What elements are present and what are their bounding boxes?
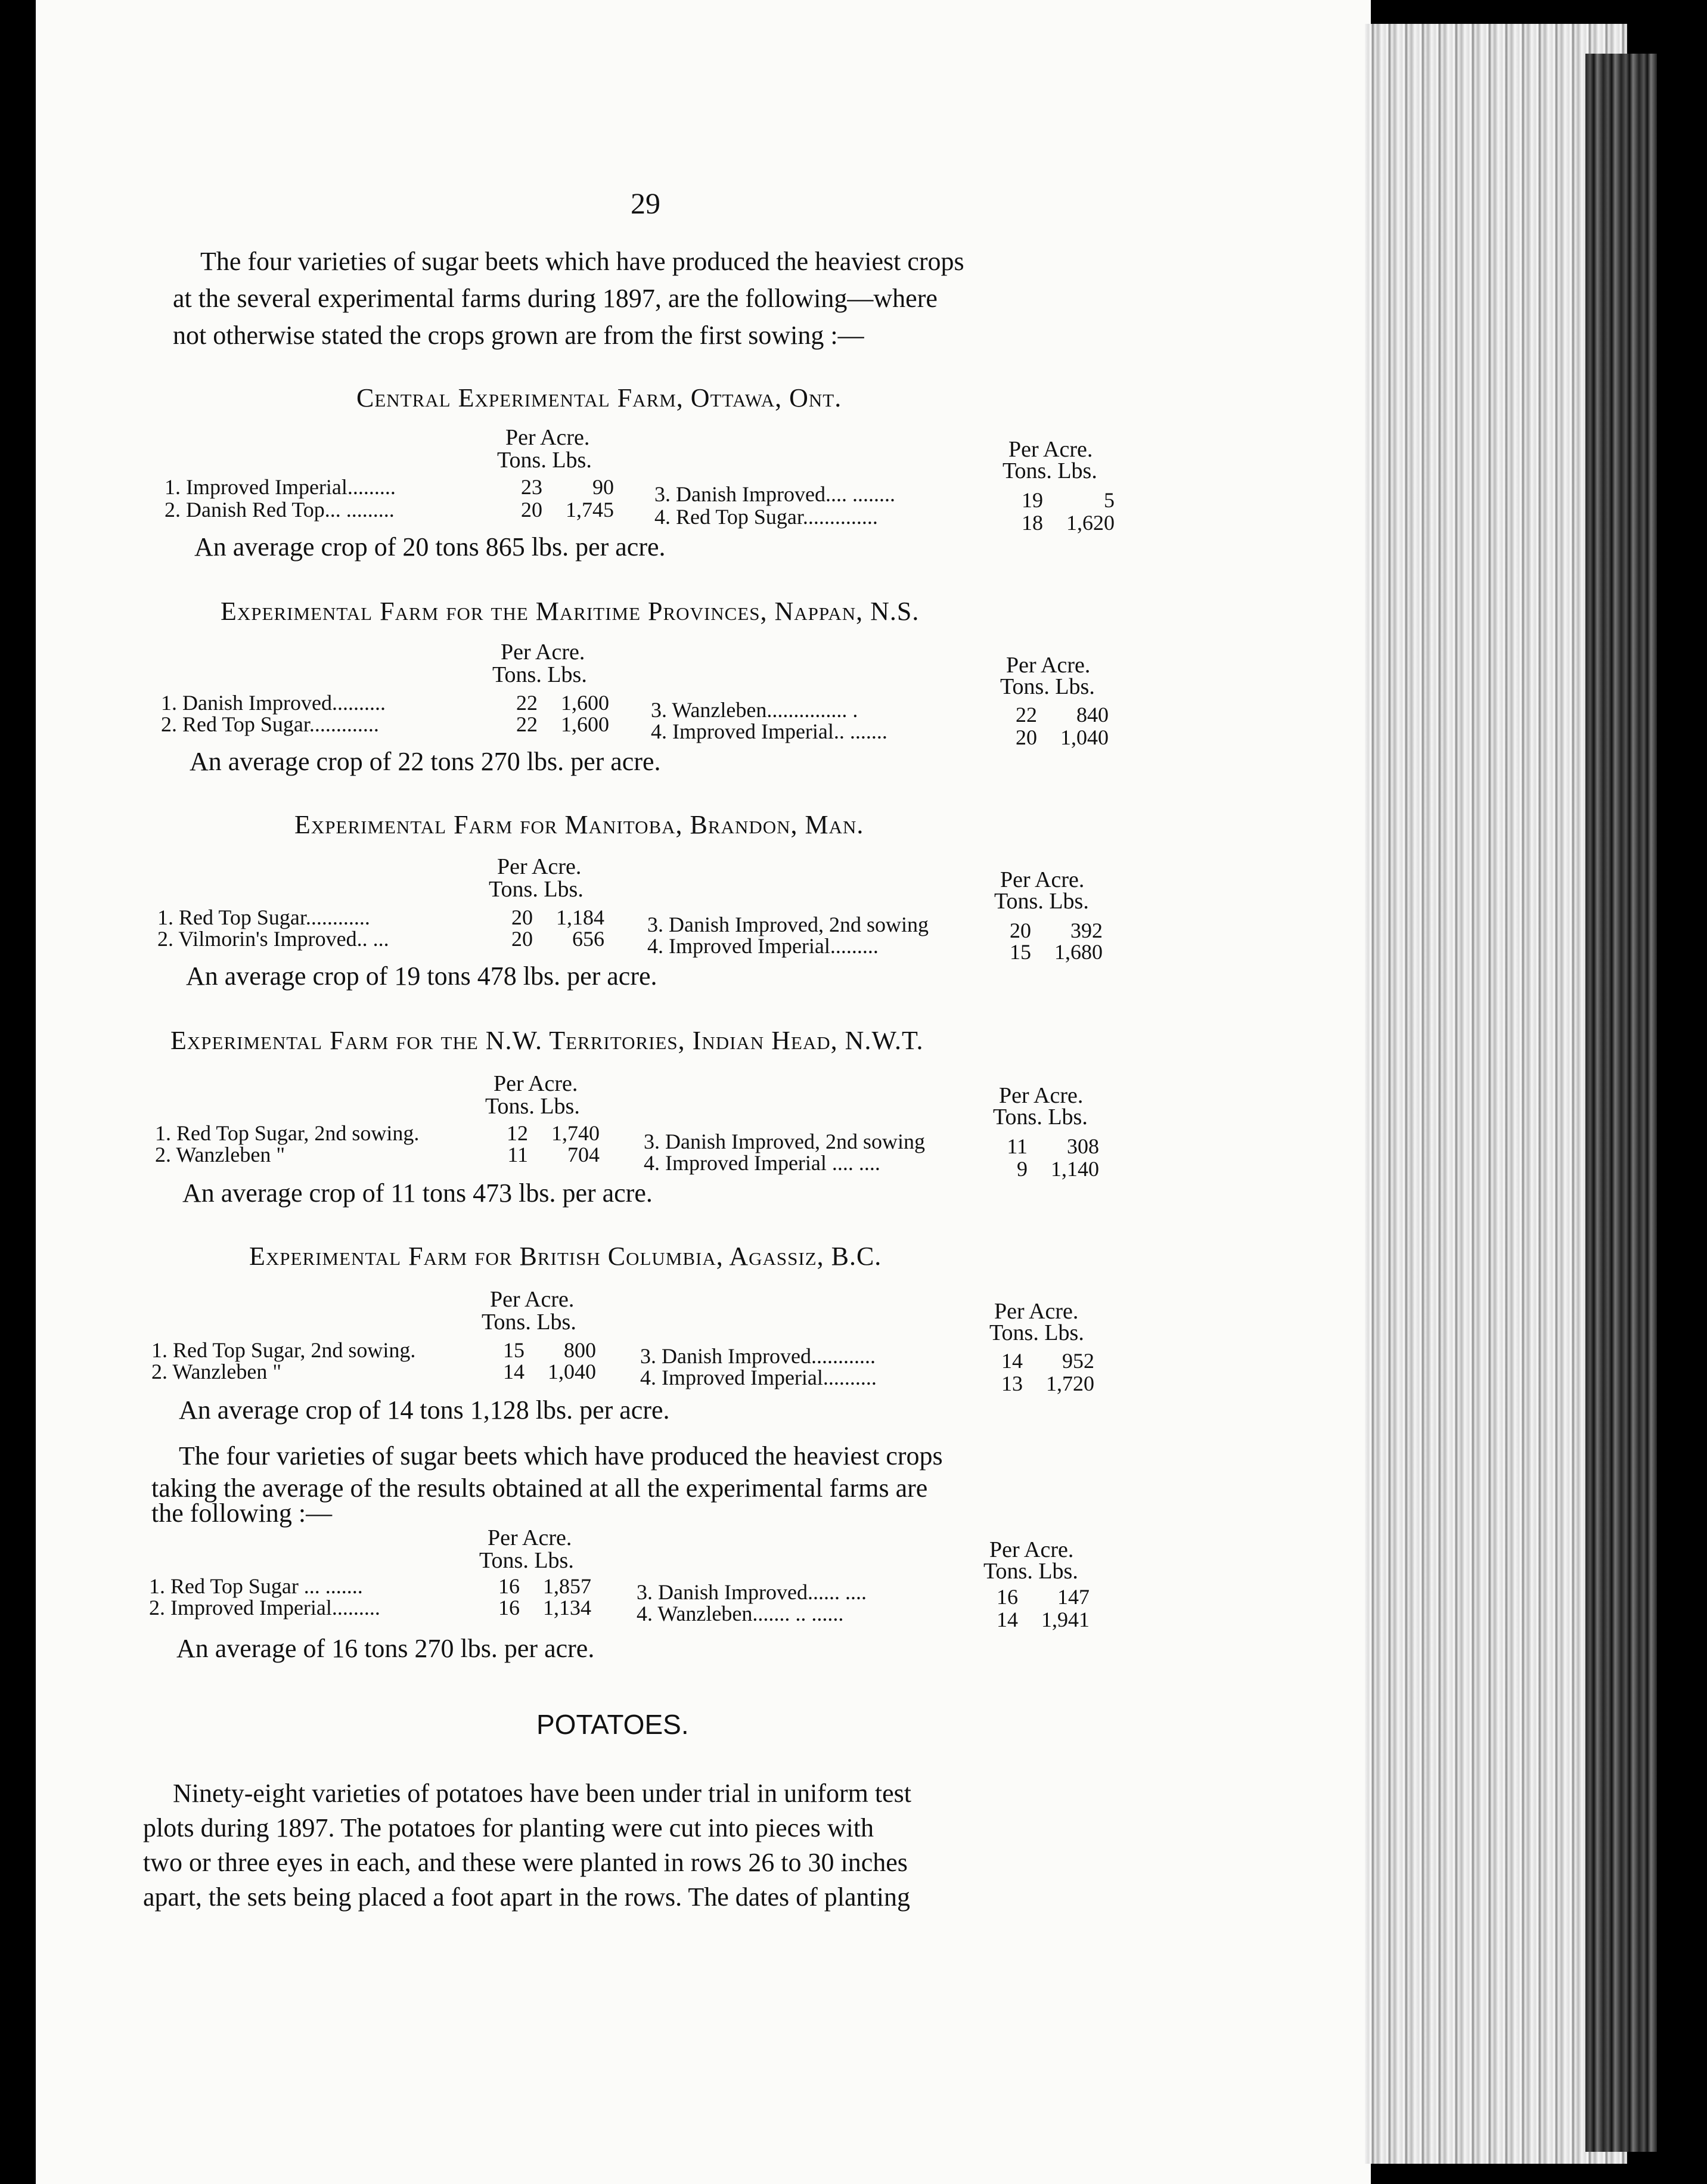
table-row-tons: 22 — [1016, 703, 1037, 727]
table-row-tons: 20 — [511, 927, 533, 951]
table-row-tons: 20 — [1010, 919, 1031, 942]
right-tons-lbs-header: Tons. Lbs. — [989, 1320, 1084, 1345]
potatoes-heading: POTATOES. — [536, 1709, 689, 1740]
table-row-tons: 15 — [1010, 940, 1031, 964]
table-row-tons: 20 — [511, 905, 533, 929]
table-row-label: 1. Red Top Sugar............ — [157, 905, 370, 929]
table-row-lbs: 1,720 — [1046, 1372, 1094, 1395]
table-row-lbs: 1,941 — [1041, 1608, 1090, 1631]
table-row-lbs: 840 — [1076, 703, 1109, 727]
table-row-lbs: 1,134 — [543, 1596, 591, 1620]
section-average: An average crop of 19 tons 478 lbs. per acre. — [186, 961, 657, 991]
table-row-label: 1. Improved Imperial......... — [165, 475, 396, 499]
table-row-label: 3. Danish Improved............ — [640, 1344, 876, 1368]
table-row-lbs: 308 — [1067, 1134, 1099, 1158]
table-row-tons: 20 — [1016, 725, 1037, 749]
table-row-label: 1. Danish Improved.......... — [161, 691, 386, 715]
right-per-acre-header: Per Acre. — [1008, 437, 1093, 462]
table-row-label: 4. Improved Imperial .... .... — [644, 1151, 880, 1175]
table-row-label: 2. Vilmorin's Improved.. ... — [157, 927, 389, 951]
section-average: An average crop of 20 tons 865 lbs. per acre. — [194, 532, 666, 561]
table-row-lbs: 1,857 — [543, 1574, 591, 1598]
left-per-acre-header: Per Acre. — [505, 425, 590, 450]
left-tons-lbs-header: Tons. Lbs. — [492, 662, 587, 687]
table-row-lbs: 1,740 — [551, 1121, 600, 1145]
right-per-acre-header: Per Acre. — [994, 1299, 1079, 1324]
table-row-tons: 16 — [997, 1585, 1018, 1609]
table-row-lbs: 1,600 — [561, 691, 609, 715]
table-row-tons: 13 — [1001, 1372, 1023, 1395]
table-row-lbs: 1,040 — [548, 1360, 596, 1383]
table-row-tons: 15 — [503, 1338, 524, 1362]
table-row-label: 1. Red Top Sugar ... ....... — [149, 1574, 363, 1598]
table-row-tons: 14 — [503, 1360, 524, 1383]
table-row-label: 4. Improved Imperial......... — [647, 934, 879, 958]
summary-intro-line-3: the following :— — [151, 1499, 333, 1528]
right-per-acre-header: Per Acre. — [999, 1083, 1084, 1108]
table-row-label: 2. Red Top Sugar............. — [161, 712, 379, 736]
section-average: An average crop of 11 tons 473 lbs. per acre. — [182, 1178, 653, 1208]
table-row-label: 3. Wanzleben............... . — [651, 698, 858, 722]
left-tons-lbs-header: Tons. Lbs. — [482, 1310, 576, 1335]
table-row-lbs: 5 — [1104, 488, 1115, 512]
table-row-label: 4. Wanzleben....... .. ...... — [637, 1602, 844, 1625]
table-row-tons: 16 — [498, 1596, 520, 1620]
table-row-label: 3. Danish Improved...... .... — [637, 1580, 867, 1604]
table-row-tons: 20 — [521, 498, 542, 522]
table-row-label: 3. Danish Improved, 2nd sowing — [644, 1130, 925, 1153]
intro-line-2: at the several experimental farms during 1897, are the following—where — [173, 284, 938, 313]
table-row-tons: 22 — [516, 691, 538, 715]
potatoes-line-2: plots during 1897. The potatoes for planting were cut into pieces with — [143, 1813, 874, 1842]
table-row-tons: 11 — [507, 1143, 528, 1167]
table-row-lbs: 1,140 — [1051, 1157, 1099, 1181]
table-row-lbs: 1,040 — [1060, 725, 1109, 749]
table-row-tons: 9 — [1017, 1157, 1028, 1181]
table-row-tons: 18 — [1022, 511, 1043, 535]
table-row-tons: 14 — [1001, 1349, 1023, 1373]
right-tons-lbs-header: Tons. Lbs. — [993, 1105, 1088, 1130]
table-row-tons: 22 — [516, 712, 538, 736]
section-average: An average crop of 14 tons 1,128 lbs. per acre. — [179, 1395, 670, 1425]
table-row-label: 3. Danish Improved, 2nd sowing — [647, 913, 929, 936]
table-row-lbs: 656 — [572, 927, 604, 951]
intro-line-3: not otherwise stated the crops grown are from the first sowing :— — [173, 321, 864, 350]
summary-average: An average of 16 tons 270 lbs. per acre. — [176, 1634, 595, 1663]
left-per-acre-header: Per Acre. — [488, 1525, 572, 1550]
table-row-lbs: 800 — [564, 1338, 596, 1362]
table-row-label: 3. Danish Improved.... ........ — [654, 482, 895, 506]
table-row-label: 2. Wanzleben " — [151, 1360, 282, 1383]
table-row-label: 4. Improved Imperial.......... — [640, 1366, 877, 1389]
table-row-lbs: 90 — [592, 475, 614, 499]
table-row-label: 2. Improved Imperial......... — [149, 1596, 380, 1620]
left-per-acre-header: Per Acre. — [497, 854, 582, 879]
table-row-tons: 11 — [1007, 1134, 1028, 1158]
left-per-acre-header: Per Acre. — [494, 1071, 578, 1096]
right-tons-lbs-header: Tons. Lbs. — [1003, 458, 1097, 483]
table-row-label: 4. Red Top Sugar.............. — [654, 505, 878, 529]
left-tons-lbs-header: Tons. Lbs. — [485, 1094, 580, 1119]
table-row-tons: 16 — [498, 1574, 520, 1598]
left-tons-lbs-header: Tons. Lbs. — [479, 1548, 574, 1573]
table-row-lbs: 147 — [1057, 1585, 1090, 1609]
table-row-label: 4. Improved Imperial.. ....... — [651, 719, 887, 743]
left-per-acre-header: Per Acre. — [501, 640, 585, 665]
intro-line-1: The four varieties of sugar beets which have produced the heaviest crops — [200, 247, 964, 276]
table-row-lbs: 392 — [1070, 919, 1103, 942]
right-tons-lbs-header: Tons. Lbs. — [983, 1559, 1078, 1584]
table-row-label: 2. Danish Red Top... ......... — [165, 498, 395, 522]
table-row-label: 1. Red Top Sugar, 2nd sowing. — [151, 1338, 416, 1362]
summary-intro-line-1: The four varieties of sugar beets which have produced the heaviest crops — [179, 1441, 943, 1471]
left-per-acre-header: Per Acre. — [490, 1287, 575, 1312]
right-per-acre-header: Per Acre. — [1000, 867, 1085, 892]
table-row-lbs: 1,620 — [1066, 511, 1115, 535]
table-row-label: 1. Red Top Sugar, 2nd sowing. — [155, 1121, 420, 1145]
right-per-acre-header: Per Acre. — [989, 1537, 1074, 1562]
section-average: An average crop of 22 tons 270 lbs. per acre. — [190, 747, 661, 776]
section-title-central: Central Experimental Farm, Ottawa, Ont. — [356, 383, 842, 412]
table-row-tons: 23 — [521, 475, 542, 499]
page-number: 29 — [631, 187, 660, 220]
section-title-nwt: Experimental Farm for the N.W. Territories, Indian Head, N.W.T. — [170, 1026, 924, 1055]
right-tons-lbs-header: Tons. Lbs. — [1000, 674, 1095, 699]
section-title-british-columbia: Experimental Farm for British Columbia, Agassiz, B.C. — [249, 1242, 882, 1271]
table-row-lbs: 1,184 — [556, 905, 604, 929]
section-title-maritime: Experimental Farm for the Maritime Provinces, Nappan, N.S. — [221, 597, 920, 626]
table-row-lbs: 1,745 — [566, 498, 614, 522]
table-row-lbs: 1,600 — [561, 712, 609, 736]
table-row-tons: 19 — [1022, 488, 1043, 512]
table-row-lbs: 1,680 — [1054, 940, 1103, 964]
table-row-lbs: 704 — [567, 1143, 600, 1167]
left-tons-lbs-header: Tons. Lbs. — [497, 448, 592, 473]
table-row-label: 2. Wanzleben " — [155, 1143, 285, 1167]
potatoes-line-3: two or three eyes in each, and these were planted in rows 26 to 30 inches — [143, 1848, 908, 1877]
summary-intro-line-2: taking the average of the results obtained at all the experimental farms are — [151, 1473, 928, 1503]
potatoes-line-4: apart, the sets being placed a foot apart in the rows. The dates of planting — [143, 1882, 910, 1912]
right-tons-lbs-header: Tons. Lbs. — [994, 889, 1089, 914]
table-row-lbs: 952 — [1062, 1349, 1094, 1373]
table-row-tons: 14 — [997, 1608, 1018, 1631]
left-tons-lbs-header: Tons. Lbs. — [489, 877, 584, 902]
book-spine-shadow — [1585, 54, 1657, 2152]
table-row-tons: 12 — [507, 1121, 528, 1145]
section-title-manitoba: Experimental Farm for Manitoba, Brandon, Man. — [294, 810, 864, 839]
potatoes-line-1: Ninety-eight varieties of potatoes have been under trial in uniform test — [173, 1779, 911, 1808]
right-per-acre-header: Per Acre. — [1006, 653, 1091, 678]
